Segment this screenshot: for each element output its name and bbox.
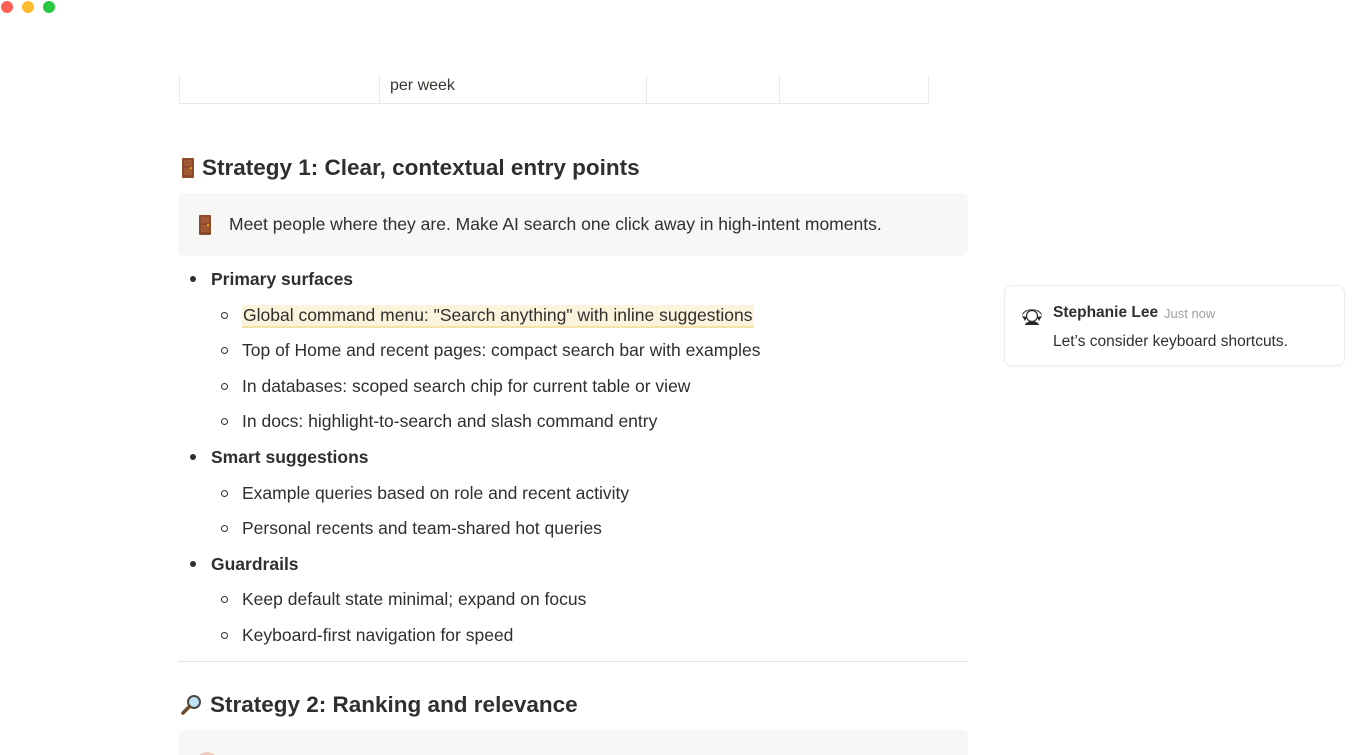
list-item[interactable]: Keep default state minimal; expand on focus [242,589,587,609]
comment-text: Let’s consider keyboard shortcuts. [1053,333,1288,350]
maximize-window-button[interactable] [43,1,55,13]
avatar[interactable] [1019,301,1045,327]
list-item-group[interactable]: Primary surfaces [211,269,354,289]
bullet-icon [190,561,196,567]
sub-bullet-icon [221,632,228,639]
sub-bullet-icon [221,347,228,354]
bullet-icon [190,276,196,282]
sub-bullet-icon [221,312,228,319]
strategy1-callout[interactable] [178,193,968,256]
sub-bullet-icon [221,490,228,497]
table-cell[interactable]: per week [380,75,647,103]
door-icon [180,157,196,179]
divider [178,661,968,662]
door-icon [197,214,213,236]
highlighted-text[interactable]: Global command menu: "Search anything" with inline suggestions [242,305,754,328]
sub-bullet-icon [221,596,228,603]
table-cell[interactable] [180,75,380,103]
callout-text: Meet people where they are. Make AI search one click away in high-intent moments. [229,214,882,234]
table-cell[interactable] [647,75,780,103]
comment-timestamp: Just now [1164,306,1216,321]
table-fragment [179,75,929,104]
list-item[interactable]: In docs: highlight-to-search and slash command entry [242,411,658,431]
list-item[interactable] [242,305,754,328]
strategy1-heading[interactable] [180,155,640,181]
list-item[interactable]: In databases: scoped search chip for current table or view [242,376,691,396]
sub-bullet-icon [221,383,228,390]
close-window-button[interactable] [1,1,13,13]
strategy2-heading[interactable] [180,692,578,718]
strategy2-callout[interactable] [178,730,968,755]
list-item-group[interactable]: Guardrails [211,554,299,574]
strategy1-heading-text: Strategy 1: Clear, contextual entry points [202,155,640,180]
minimize-window-button[interactable] [22,1,34,13]
list-item[interactable]: Example queries based on role and recent activity [242,483,630,503]
table-cell[interactable] [780,75,929,103]
comment-card[interactable] [1004,285,1345,366]
list-item[interactable]: Keyboard-first navigation for speed [242,625,514,645]
window-controls [1,1,55,13]
list-item[interactable]: Top of Home and recent pages: compact search bar with examples [242,340,761,360]
bullet-icon [190,454,196,460]
sub-bullet-icon [221,418,228,425]
strategy2-heading-text: Strategy 2: Ranking and relevance [210,692,578,717]
list-item[interactable]: Personal recents and team-shared hot queries [242,518,602,538]
list-item-group[interactable]: Smart suggestions [211,447,369,467]
sub-bullet-icon [221,525,228,532]
magnifying-glass-icon [180,693,204,717]
comment-author[interactable]: Stephanie Lee [1053,304,1159,321]
